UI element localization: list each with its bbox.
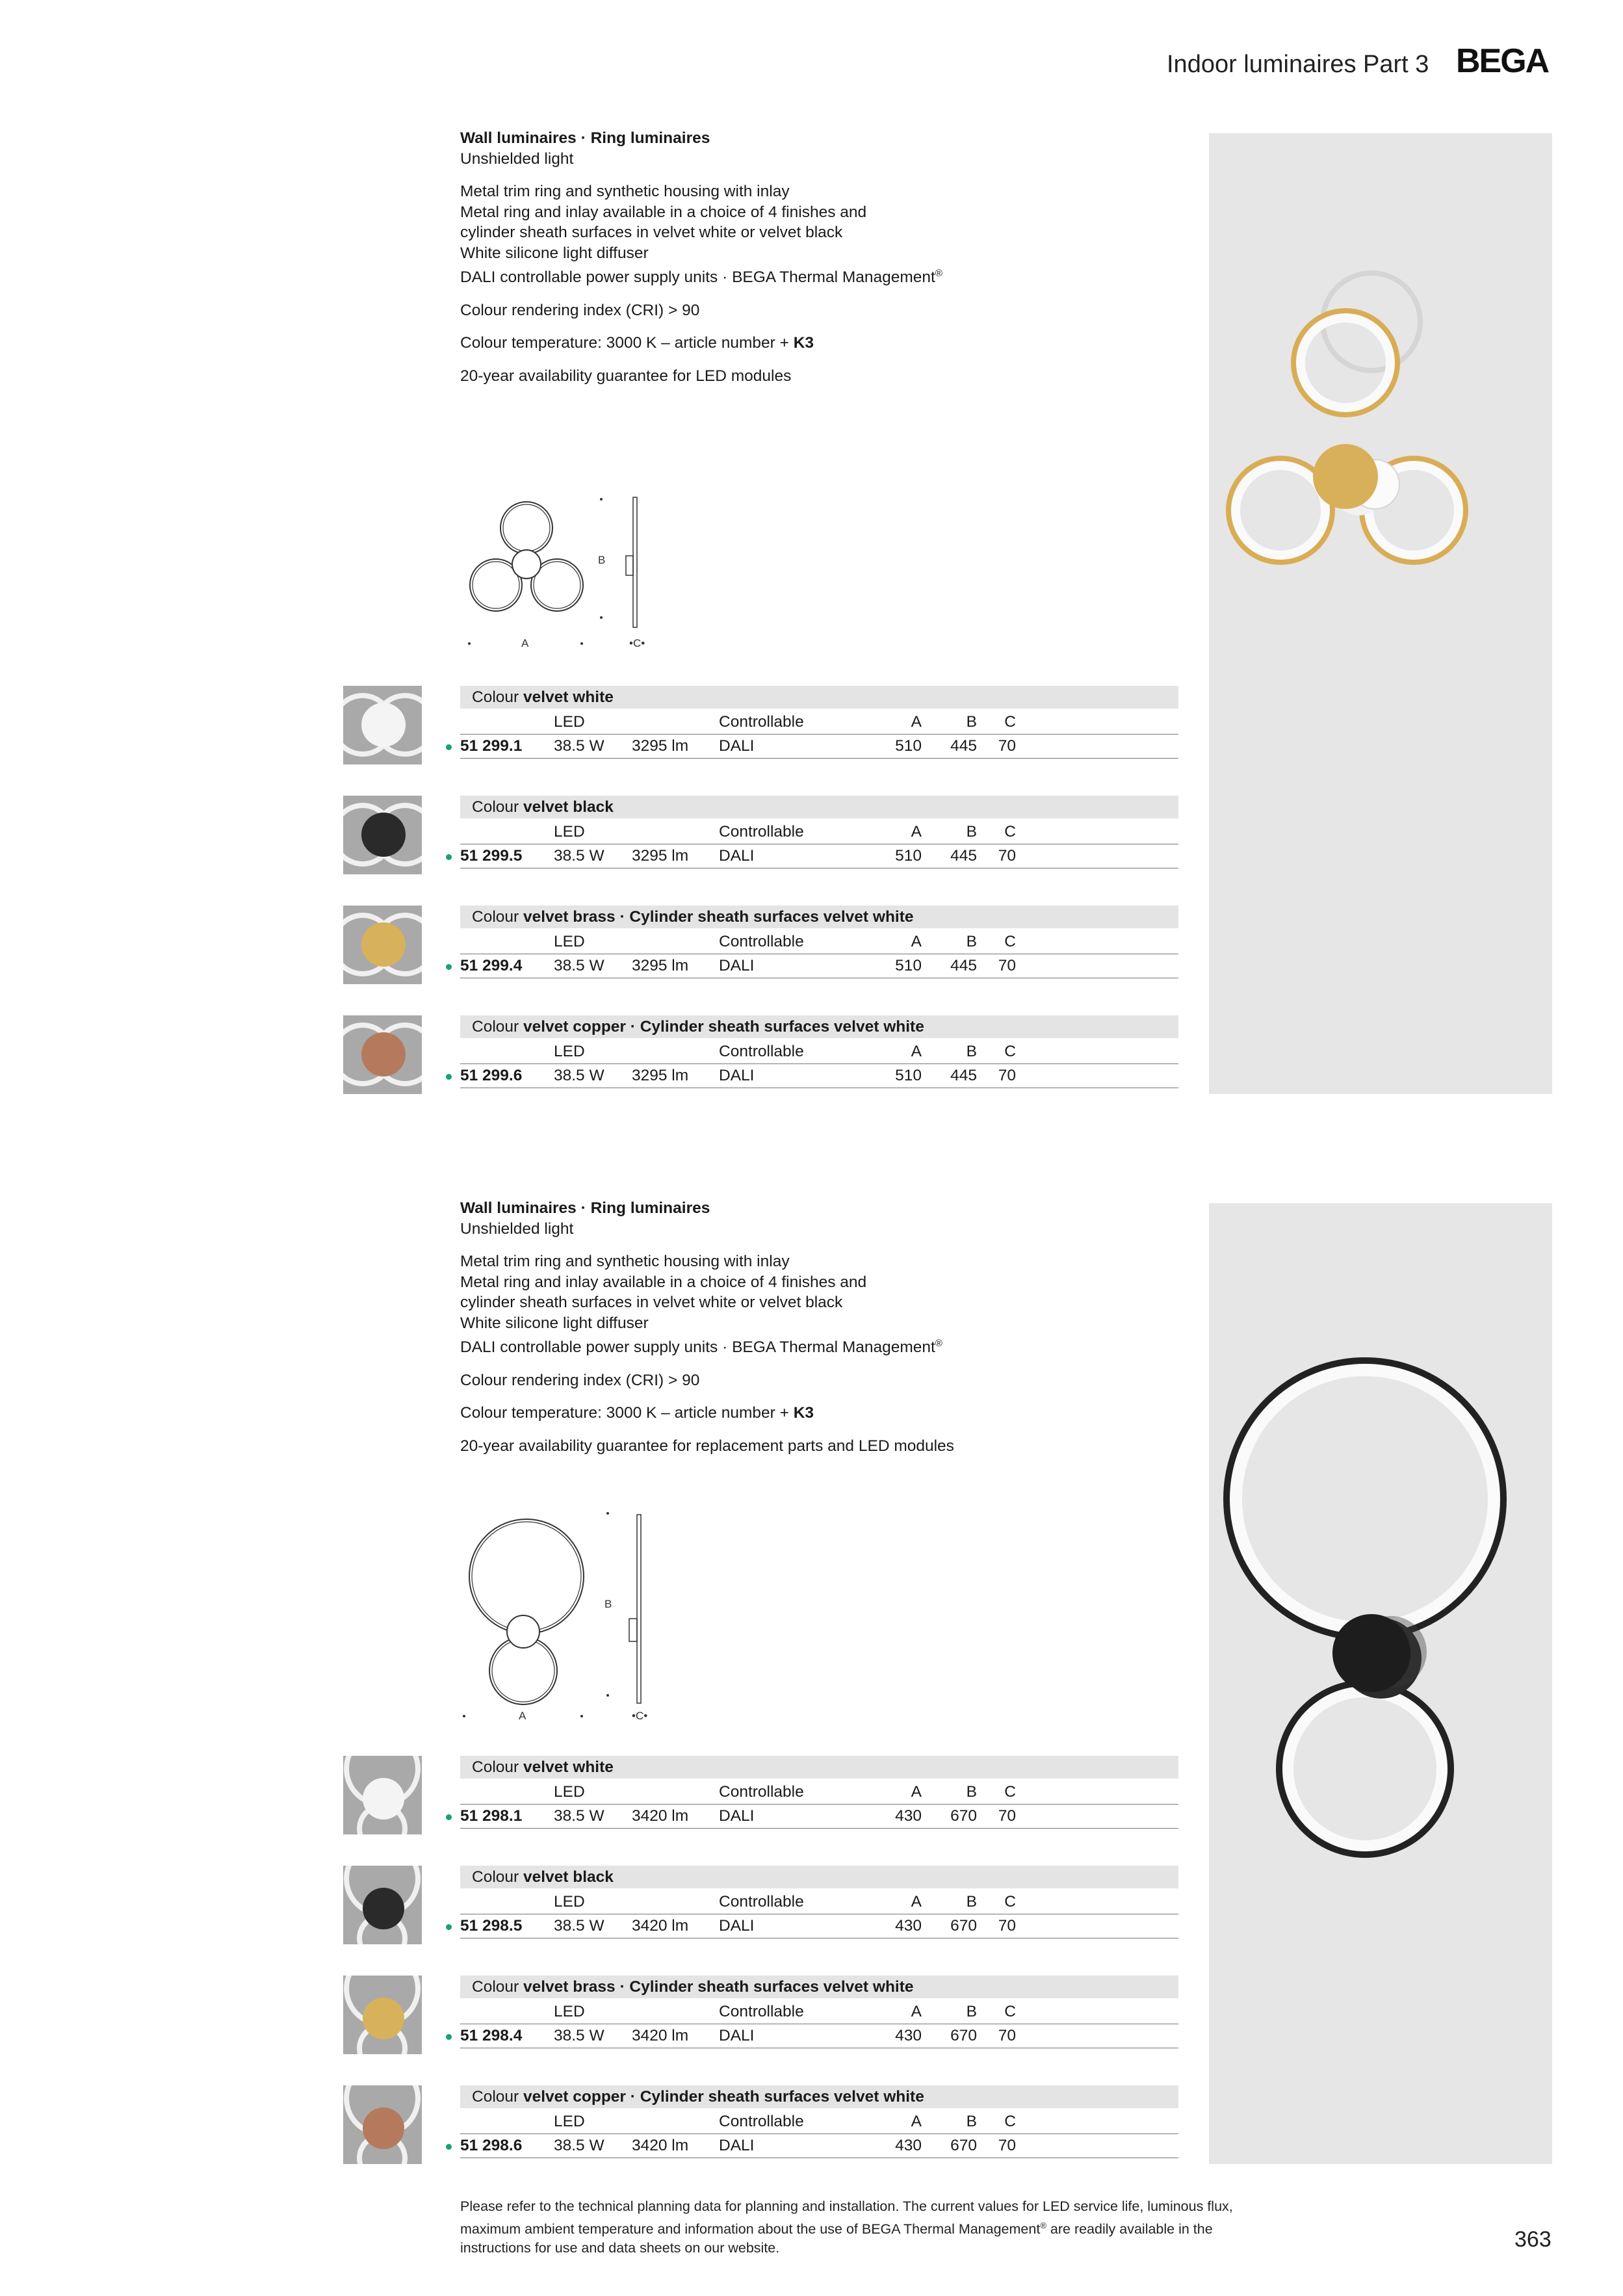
finish-swatch [361, 813, 406, 857]
dim-label-b: B [604, 1598, 612, 1610]
article-number: 51 298.4 [460, 2027, 523, 2044]
colour-temperature: Colour temperature: 3000 K – article number + K3 [460, 1404, 814, 1422]
table-row: 51 298.5 38.5 W 3420 lm DALI 430 670 70 [460, 1914, 1178, 1938]
article-number: 51 299.1 [460, 737, 523, 755]
guarantee-text: 20-year availability guarantee for replacement parts and LED modules [460, 1437, 954, 1455]
guarantee-text: 20-year availability guarantee for LED modules [460, 367, 792, 385]
table-row: 51 299.6 38.5 W 3295 lm DALI 510 445 70 [460, 1064, 1178, 1088]
variant-row [0, 1756, 1623, 1847]
product-title: Wall luminaires · Ring luminaires [460, 129, 710, 147]
finish-thumbnail [343, 686, 422, 764]
table-header: LED Controllable A B C [460, 2110, 1178, 2134]
product-subtitle: Unshielded light [460, 1220, 574, 1238]
availability-dot [446, 1814, 452, 1820]
product-subtitle: Unshielded light [460, 150, 574, 168]
variant-row [0, 1976, 1623, 2067]
variant-row [0, 2085, 1623, 2176]
table-header: LED Controllable A B C [460, 1040, 1178, 1064]
desc-line: Metal ring and inlay available in a choice of 4 finishes and [460, 203, 867, 221]
product-intro [460, 128, 1175, 386]
dimension-drawing [455, 488, 669, 657]
desc-line: Metal ring and inlay available in a choice of 4 finishes and [460, 1273, 867, 1291]
table-row: 51 298.1 38.5 W 3420 lm DALI 430 670 70 [460, 1805, 1178, 1829]
header-title: Indoor luminaires Part 3 [1167, 51, 1429, 78]
colour-bar: Colour velvet black [460, 796, 1178, 818]
dim-label-c: •C• [629, 637, 645, 649]
finish-swatch [363, 2107, 404, 2149]
colour-bar: Colour velvet brass · Cylinder sheath surfaces velvet white [460, 1976, 1178, 1998]
table-header: LED Controllable A B C [460, 711, 1178, 735]
dim-label-a: A [521, 637, 529, 649]
finish-thumbnail [343, 2085, 422, 2164]
table-header: LED Controllable A B C [460, 2000, 1178, 2024]
desc-line: DALI controllable power supply units · BEGA Thermal Management® [460, 268, 942, 287]
finish-thumbnail [343, 906, 422, 984]
article-number: 51 298.1 [460, 1807, 523, 1825]
article-number: 51 298.5 [460, 1917, 523, 1935]
availability-dot [446, 1924, 452, 1930]
desc-line: White silicone light diffuser [460, 244, 649, 262]
variant-row [0, 1015, 1623, 1106]
article-number: 51 299.6 [460, 1067, 523, 1084]
dim-label-a: A [519, 1710, 526, 1722]
table-row: 51 298.6 38.5 W 3420 lm DALI 430 670 70 [460, 2134, 1178, 2158]
dimension-drawing [455, 1502, 669, 1729]
variant-row [0, 1866, 1623, 1957]
table-row: 51 298.4 38.5 W 3420 lm DALI 430 670 70 [460, 2024, 1178, 2048]
colour-bar: Colour velvet brass · Cylinder sheath surfaces velvet white [460, 906, 1178, 928]
finish-swatch [361, 703, 406, 747]
footer-note: Please refer to the technical planning data for planning and installation. The current values for LED service life, luminous flux, maximum ambient temperature and information about the use of BEGA Thermal Management® are readily available in the instructions for use and data sheets on our website. [460, 2198, 1233, 2256]
finish-thumbnail [343, 1976, 422, 2054]
desc-line: cylinder sheath surfaces in velvet white or velvet black [460, 1294, 843, 1311]
finish-thumbnail [343, 1756, 422, 1834]
article-number: 51 299.5 [460, 847, 523, 865]
page-number: 363 [1514, 2227, 1552, 2252]
availability-dot [446, 2144, 452, 2150]
desc-line: Metal trim ring and synthetic housing with inlay [460, 1253, 790, 1270]
table-row: 51 299.1 38.5 W 3295 lm DALI 510 445 70 [460, 735, 1178, 759]
availability-dot [446, 744, 452, 750]
article-number: 51 298.6 [460, 2137, 523, 2154]
desc-line: DALI controllable power supply units · BEGA Thermal Management® [460, 1338, 942, 1357]
product-intro [460, 1198, 1175, 1456]
finish-swatch [361, 922, 406, 967]
dim-label-c: •C• [632, 1710, 648, 1722]
variant-row [0, 796, 1623, 887]
colour-temperature: Colour temperature: 3000 K – article number + K3 [460, 334, 814, 352]
colour-bar: Colour velvet white [460, 1756, 1178, 1779]
desc-line: cylinder sheath surfaces in velvet white or velvet black [460, 224, 843, 241]
table-row: 51 299.4 38.5 W 3295 lm DALI 510 445 70 [460, 954, 1178, 978]
availability-dot [446, 964, 452, 970]
product-title: Wall luminaires · Ring luminaires [460, 1199, 710, 1217]
availability-dot [446, 2034, 452, 2040]
cri-text: Colour rendering index (CRI) > 90 [460, 1371, 700, 1389]
finish-thumbnail [343, 796, 422, 874]
finish-swatch [363, 1778, 404, 1820]
variant-row [0, 686, 1623, 777]
desc-line: White silicone light diffuser [460, 1314, 649, 1332]
colour-bar: Colour velvet white [460, 686, 1178, 709]
table-header: LED Controllable A B C [460, 1781, 1178, 1805]
brand-logo: BEGA [1456, 42, 1549, 80]
finish-thumbnail [343, 1015, 422, 1094]
finish-swatch [363, 1888, 404, 1929]
table-header: LED Controllable A B C [460, 820, 1178, 844]
finish-swatch [363, 1998, 404, 2039]
availability-dot [446, 854, 452, 860]
variant-row [0, 906, 1623, 997]
finish-thumbnail [343, 1866, 422, 1944]
colour-bar: Colour velvet copper · Cylinder sheath surfaces velvet white [460, 1015, 1178, 1038]
ring-lamp-image [1228, 273, 1466, 562]
dim-label-b: B [598, 554, 606, 566]
colour-bar: Colour velvet copper · Cylinder sheath surfaces velvet white [460, 2085, 1178, 2108]
availability-dot [446, 1074, 452, 1080]
colour-bar: Colour velvet black [460, 1866, 1178, 1888]
cri-text: Colour rendering index (CRI) > 90 [460, 301, 700, 319]
finish-swatch [361, 1032, 406, 1076]
table-header: LED Controllable A B C [460, 1890, 1178, 1914]
table-row: 51 299.5 38.5 W 3295 lm DALI 510 445 70 [460, 844, 1178, 868]
table-header: LED Controllable A B C [460, 930, 1178, 954]
desc-line: Metal trim ring and synthetic housing with inlay [460, 183, 790, 200]
article-number: 51 299.4 [460, 957, 523, 974]
